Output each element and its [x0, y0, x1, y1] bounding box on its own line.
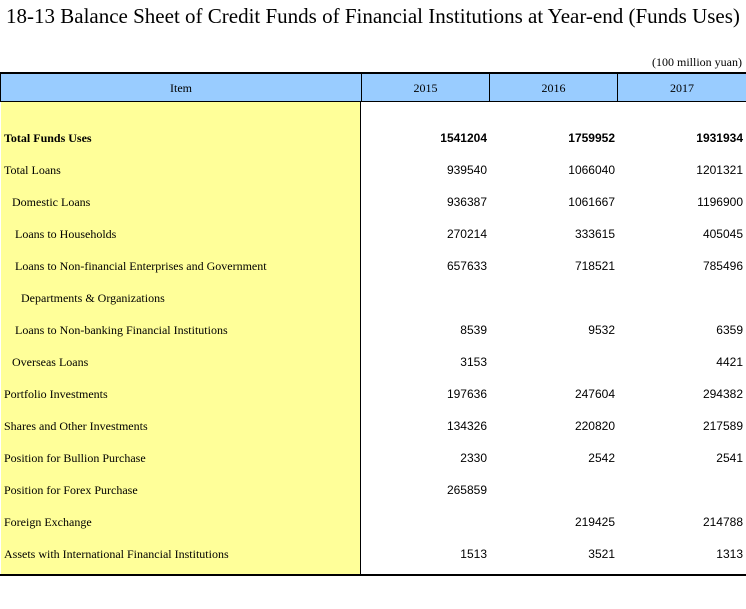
cell-2015: 197636 [446, 387, 487, 401]
cell-2015: 134326 [446, 419, 487, 433]
cell-2015: 2330 [460, 451, 487, 465]
row-label: Loans to Non-banking Financial Institutions [15, 323, 228, 337]
table-row [0, 314, 746, 346]
page-title: 18-13 Balance Sheet of Credit Funds of Financial Institutions at Year-end (Funds Uses) [6, 4, 740, 28]
header-year-2015: 2015 [361, 74, 489, 102]
row-label: Shares and Other Investments [4, 419, 148, 433]
cell-2015: 657633 [446, 259, 487, 273]
header-year-2017: 2017 [617, 74, 746, 102]
table-row [0, 474, 746, 506]
row-label: Portfolio Investments [4, 387, 108, 401]
cell-2017: 4421 [716, 355, 743, 369]
cell-2017: 1196900 [697, 195, 743, 209]
cell-2016: 333615 [574, 227, 615, 241]
cell-2015: 1513 [460, 547, 487, 561]
cell-2015: 270214 [446, 227, 487, 241]
cell-2017: 1931934 [696, 131, 743, 145]
row-label: Loans to Non-financial Enterprises and Government [15, 259, 267, 273]
cell-2016: 3521 [588, 547, 615, 561]
table-row [0, 122, 746, 154]
header-year-2016: 2016 [489, 74, 617, 102]
cell-2015: 3153 [460, 355, 487, 369]
cell-2015: 939540 [446, 163, 487, 177]
cell-2017: 785496 [702, 259, 743, 273]
cell-2017 [617, 474, 743, 506]
cell-2015: 265859 [446, 483, 487, 497]
cell-2017: 6359 [716, 323, 743, 337]
cell-2017 [617, 282, 743, 314]
cell-2016: 219425 [574, 515, 615, 529]
table-row [0, 154, 746, 186]
table-row [0, 346, 746, 378]
cell-2016: 220820 [574, 419, 615, 433]
cell-2015: 1541204 [440, 131, 487, 145]
table-bottom-border [0, 574, 746, 576]
table-row [0, 250, 746, 282]
cell-2016 [489, 474, 615, 506]
table-row [0, 282, 746, 314]
cell-2015 [361, 506, 487, 538]
table-row [0, 186, 746, 218]
cell-2017: 294382 [702, 387, 743, 401]
table-row [0, 410, 746, 442]
table-row [0, 538, 746, 570]
row-label: Position for Bullion Purchase [4, 451, 146, 465]
row-label: Position for Forex Purchase [4, 483, 138, 497]
row-label: Foreign Exchange [4, 515, 92, 529]
cell-2017: 2541 [716, 451, 743, 465]
cell-2016: 1066040 [568, 163, 615, 177]
row-label: Total Loans [4, 163, 61, 177]
table-row [0, 378, 746, 410]
row-label: Loans to Households [15, 227, 117, 241]
cell-2016: 718521 [574, 259, 615, 273]
cell-2016 [489, 282, 615, 314]
row-label: Domestic Loans [12, 195, 91, 209]
cell-2015: 936387 [446, 195, 487, 209]
cell-2017: 1313 [716, 547, 743, 561]
table-row [0, 218, 746, 250]
cell-2016: 1061667 [568, 195, 615, 209]
cell-2017: 1201321 [696, 163, 743, 177]
cell-2017: 217589 [702, 419, 743, 433]
cell-2016: 247604 [574, 387, 615, 401]
cell-2016 [489, 346, 615, 378]
cell-2016: 1759952 [568, 131, 615, 145]
unit-label: (100 million yuan) [652, 55, 742, 69]
row-label: Overseas Loans [12, 355, 89, 369]
row-label: Assets with International Financial Institutions [4, 547, 229, 561]
cell-2017: 405045 [702, 227, 743, 241]
cell-2016: 2542 [588, 451, 615, 465]
cell-2017: 214788 [702, 515, 743, 529]
table-row [0, 442, 746, 474]
cell-2015: 8539 [460, 323, 487, 337]
header-item: Item [0, 74, 361, 102]
cell-2016: 9532 [588, 323, 615, 337]
table-header [0, 72, 746, 102]
row-label: Total Funds Uses [4, 131, 92, 145]
cell-2015 [361, 282, 487, 314]
row-label: Departments & Organizations [21, 291, 165, 305]
table-row [0, 506, 746, 538]
